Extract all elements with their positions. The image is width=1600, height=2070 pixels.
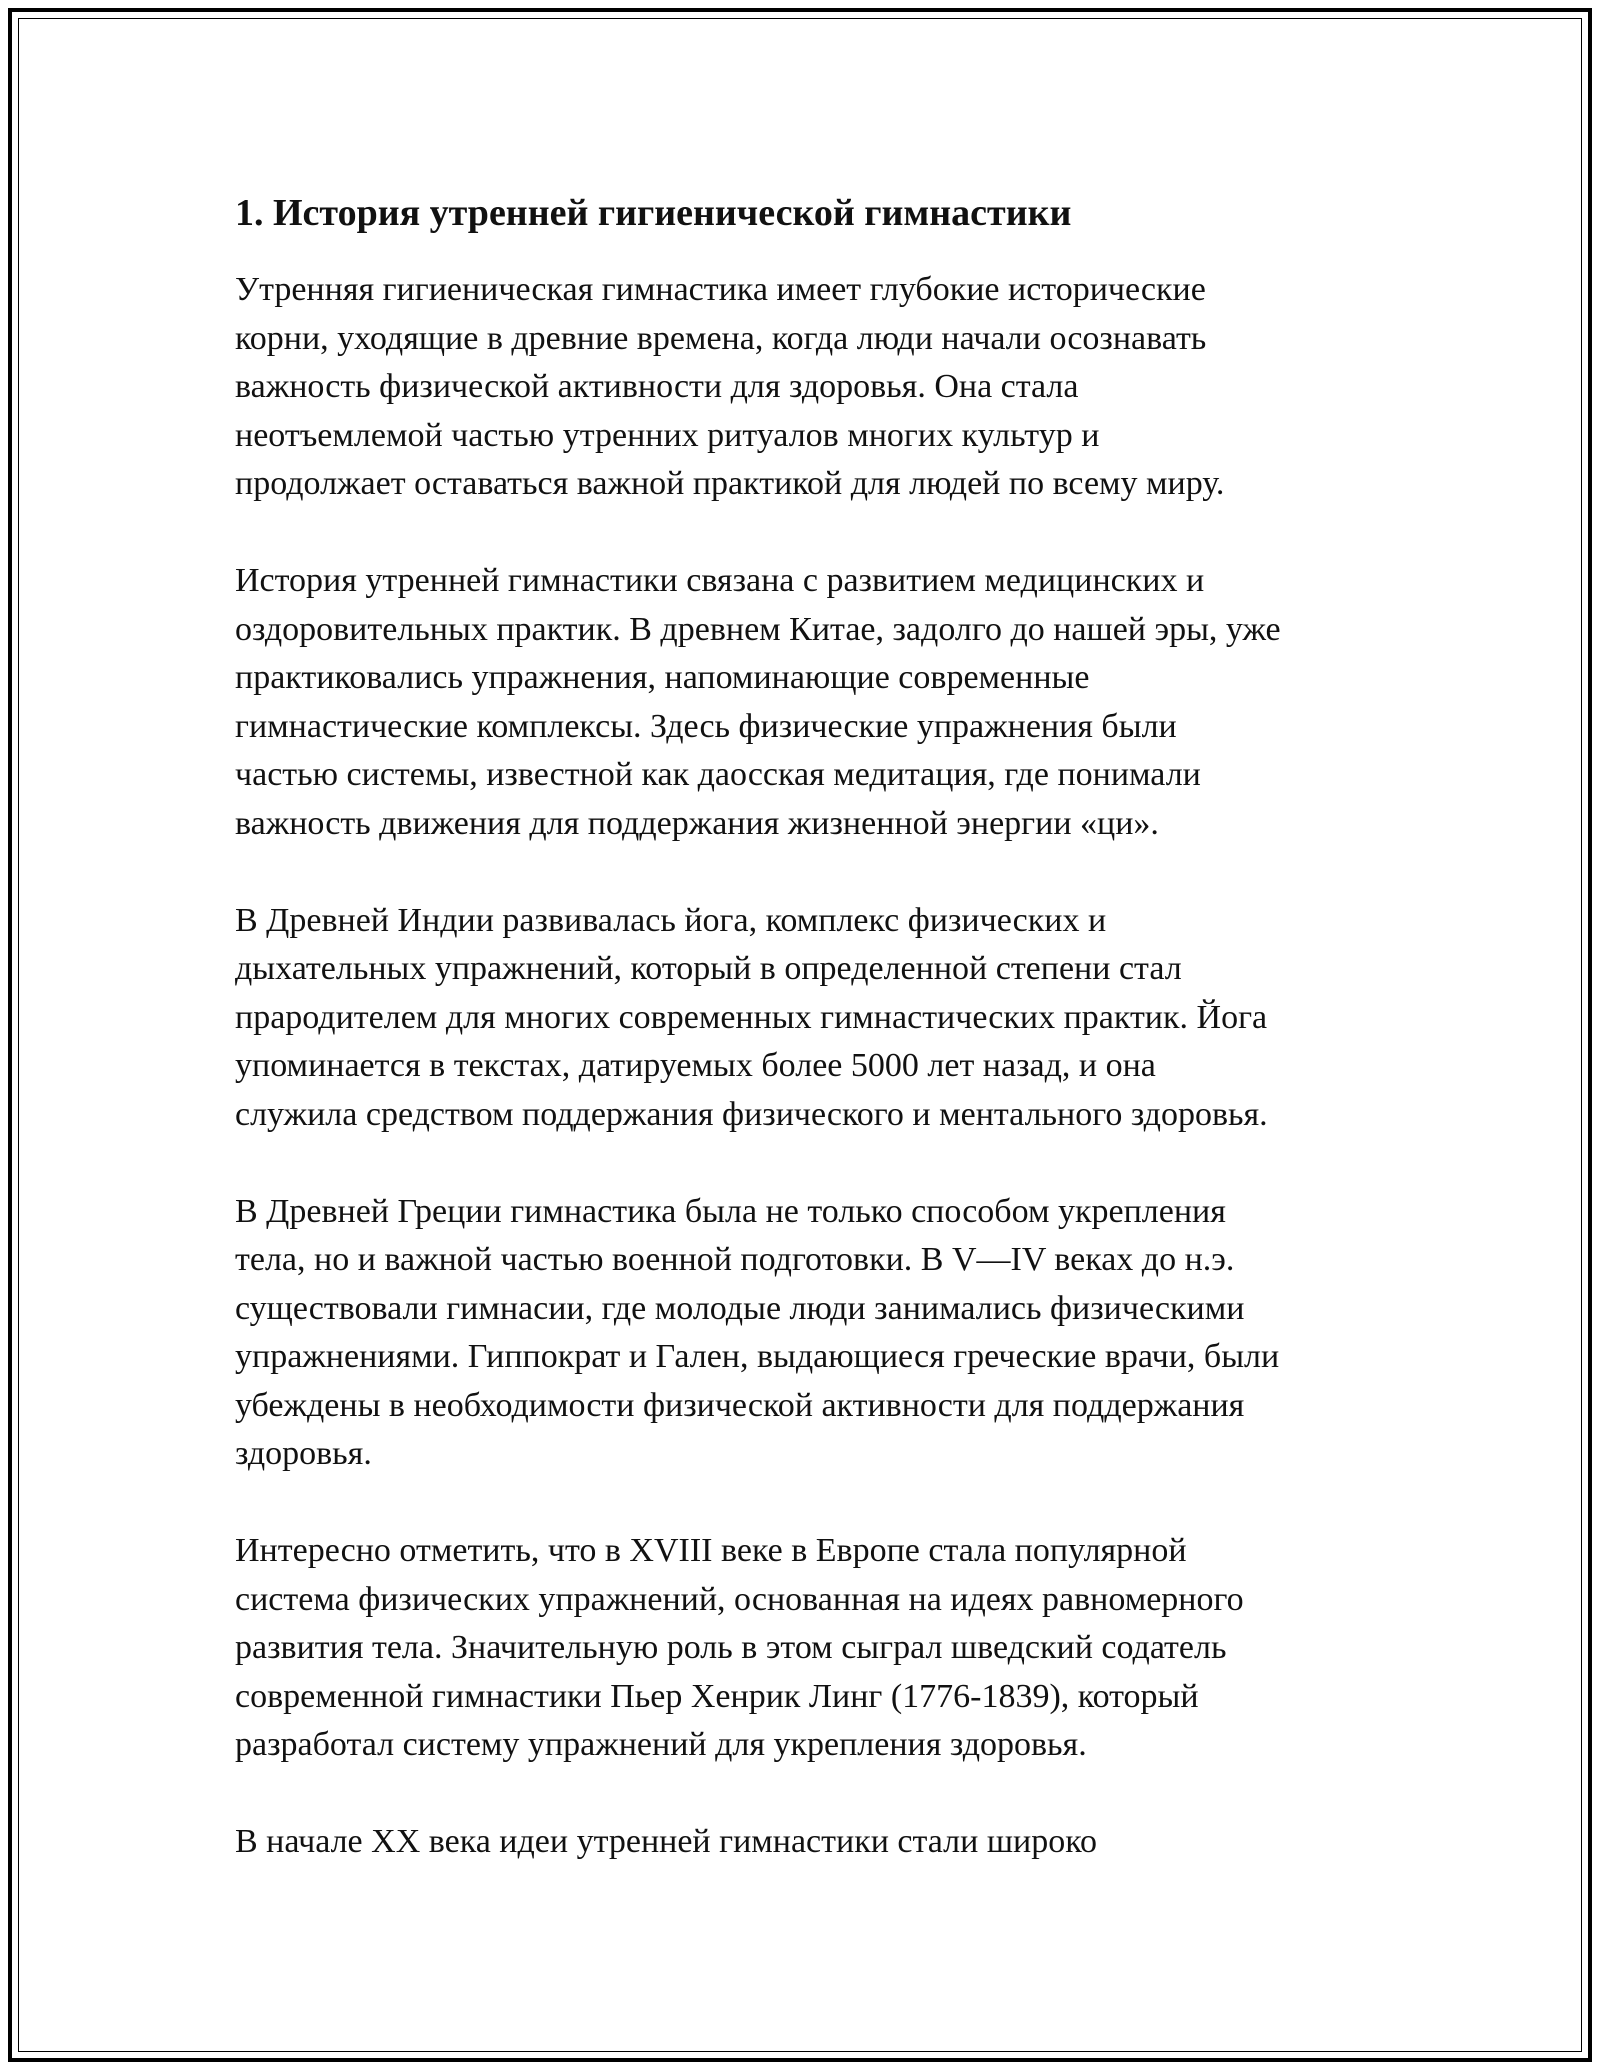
- text-line: упоминается в текстах, датируемых более 5000 лет назад, и она: [235, 1047, 1156, 1084]
- text-line: здоровья.: [235, 1435, 372, 1472]
- text-line: В Древней Греции гимнастика была не только способом укрепления: [235, 1192, 1226, 1230]
- text-line: тела, но и важной частью военной подготовки. В V—IV веках до н.э.: [235, 1241, 1235, 1278]
- text-line: гимнастические комплексы. Здесь физические упражнения были: [235, 707, 1177, 745]
- text-line: Интересно отметить, что в XVIII веке в Европе стала популярной: [235, 1532, 1187, 1569]
- paragraph-china: [235, 557, 1375, 848]
- text-line: частью системы, известной как даосская медитация, где понимали: [235, 756, 1201, 793]
- text-line: развития тела. Значительную роль в этом сыграл шведский содатель: [235, 1629, 1227, 1666]
- text-line: дыхательных упражнений, который в определенной степени стал: [235, 950, 1182, 987]
- paragraph-europe: [235, 1527, 1375, 1770]
- text-line: В начале XX века идеи утренней гимнастики стали широко: [235, 1823, 1098, 1860]
- text-line: практиковались упражнения, напоминающие современные: [235, 659, 1090, 696]
- text-line: упражнениями. Гиппократ и Гален, выдающиеся греческие врачи, были: [235, 1338, 1280, 1375]
- text-line: современной гимнастики Пьер Хенрик Линг (1776-1839), который: [235, 1677, 1199, 1715]
- text-line: В Древней Индии развивалась йога, комплекс физических и: [235, 901, 1107, 939]
- text-line: Утренняя гигиеническая гимнастика имеет глубокие исторические: [235, 271, 1206, 308]
- text-line: корни, уходящие в древние времена, когда люди начали осознавать: [235, 319, 1207, 357]
- text-line: важность движения для поддержания жизненной энергии «ци».: [235, 804, 1159, 842]
- text-line: прародителем для многих современных гимнастических практик. Йога: [235, 998, 1268, 1036]
- document-body: [235, 188, 1375, 1915]
- text-line: История утренней гимнастики связана с развитием медицинских и: [235, 562, 1205, 599]
- paragraph-greece: [235, 1188, 1375, 1479]
- text-line: важность физической активности для здоровья. Она стала: [235, 368, 1079, 405]
- section-heading: 1. История утренней гигиенической гимнастики: [235, 192, 1072, 234]
- paragraph-india: [235, 897, 1375, 1140]
- text-line: разработал систему упражнений для укрепления здоровья.: [235, 1726, 1087, 1763]
- text-line: существовали гимнасии, где молодые люди занимались физическими: [235, 1289, 1245, 1327]
- paragraph-twentieth-century: [235, 1818, 1375, 1867]
- paragraph-intro: [235, 266, 1375, 509]
- text-line: оздоровительных практик. В древнем Китае, задолго до нашей эры, уже: [235, 610, 1281, 648]
- text-line: продолжает оставаться важной практикой для людей по всему миру.: [235, 465, 1225, 502]
- text-line: система физических упражнений, основанная на идеях равномерного: [235, 1580, 1244, 1618]
- text-line: служила средством поддержания физического и ментального здоровья.: [235, 1095, 1268, 1133]
- text-line: убеждены в необходимости физической активности для поддержания: [235, 1386, 1245, 1424]
- text-line: неотъемлемой частью утренних ритуалов многих культур и: [235, 416, 1100, 454]
